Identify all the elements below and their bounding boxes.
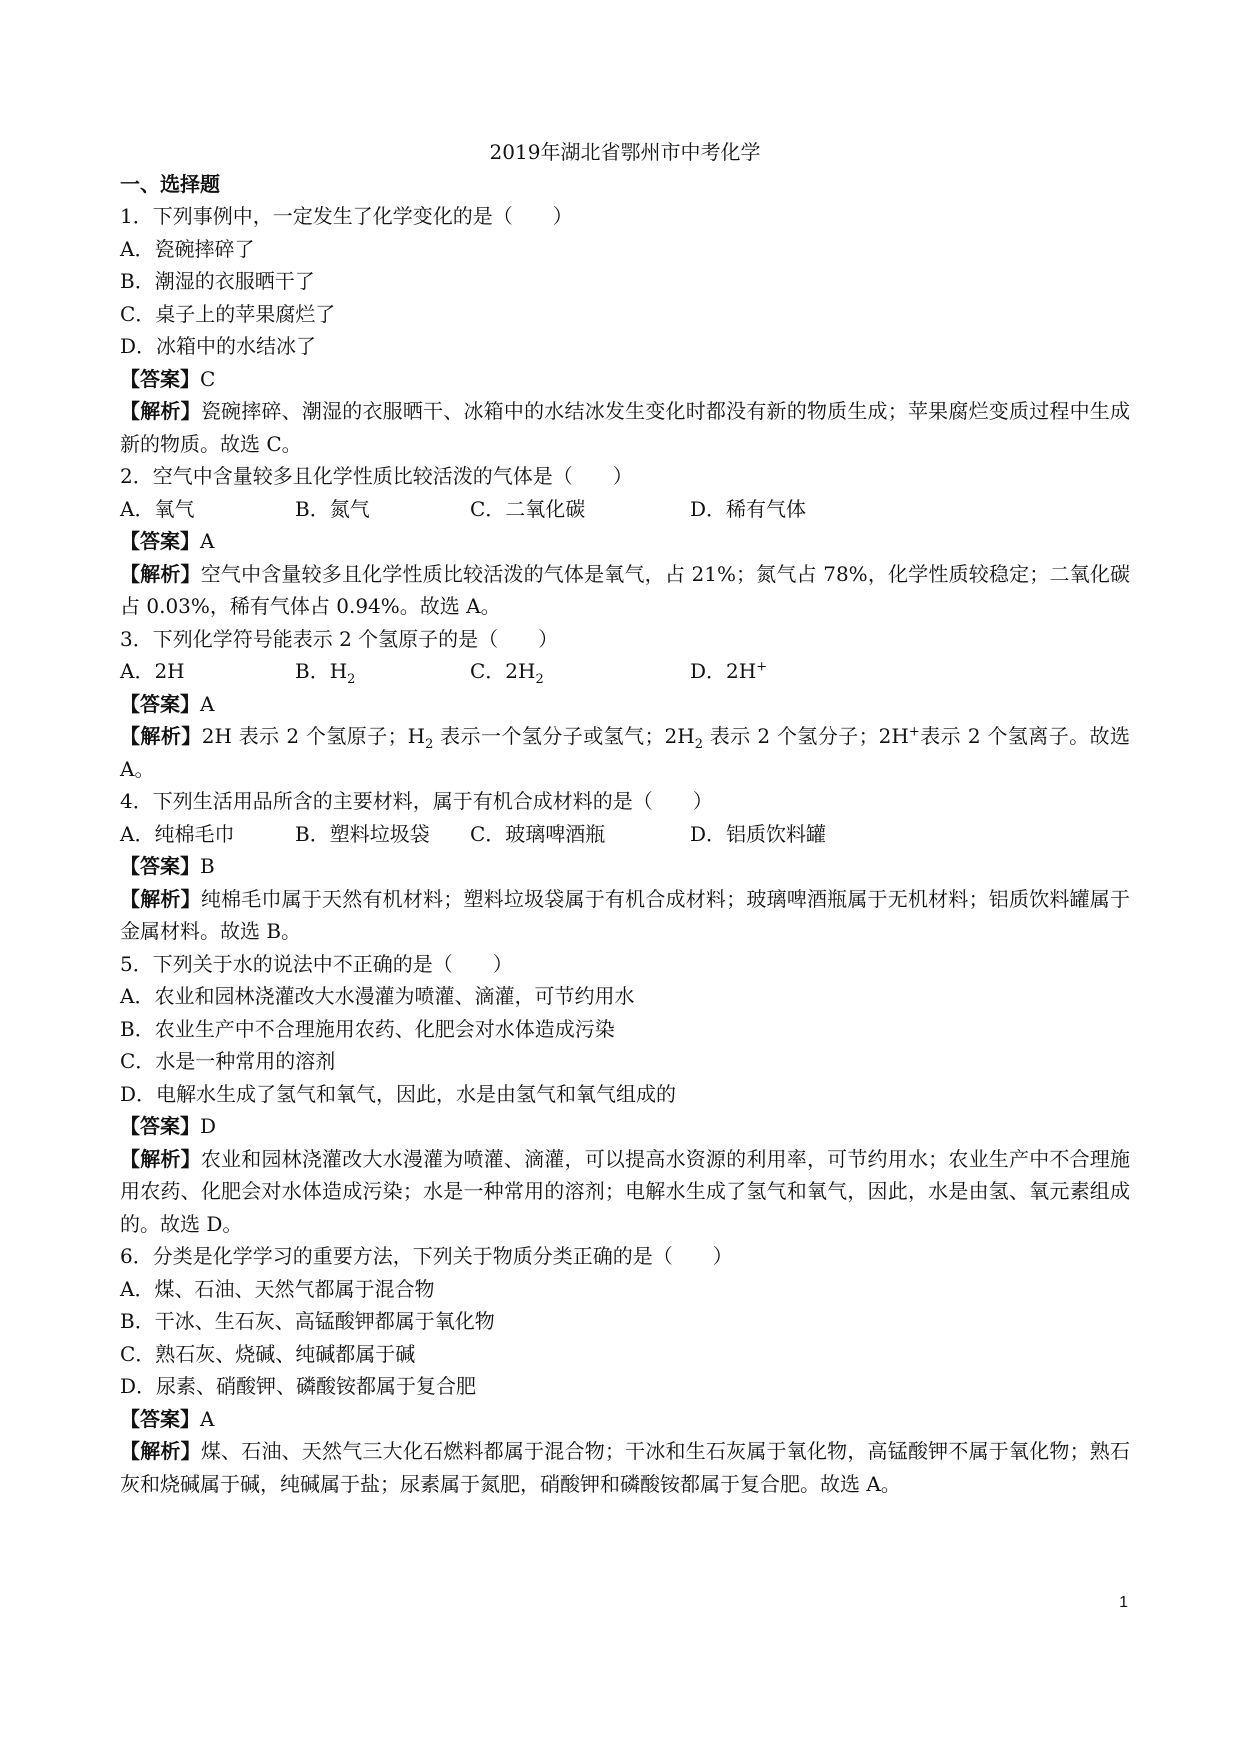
option-c: C．水是一种常用的溶剂 [120, 1049, 336, 1073]
answer-label: 【答案】 [120, 366, 200, 391]
analysis-text-2: 表示一个氢分子或氢气；2H [433, 724, 695, 748]
question-stem: 4．下列生活用品所含的主要材料，属于有机合成材料的是（ ） [120, 789, 713, 813]
option-c: C．二氧化碳 [470, 496, 586, 521]
section-heading: 一、选择题 [120, 172, 220, 196]
option-c: C．熟石灰、烧碱、纯碱都属于碱 [120, 1341, 416, 1366]
options-row [120, 818, 1130, 851]
answer-value: A [200, 691, 215, 716]
option-d: D．铝质饮料罐 [690, 821, 827, 846]
option-c-text: C．2H [470, 659, 536, 683]
analysis-label: 【解析】 [120, 724, 202, 748]
question-stem: 2．空气中含量较多且化学性质比较活泼的气体是（ ） [120, 464, 633, 488]
question-3 [120, 623, 1130, 786]
answer-label: 【答案】 [120, 529, 200, 553]
option-c [470, 655, 690, 688]
option-a: A．纯棉毛巾 [120, 821, 235, 846]
answer-label: 【答案】 [120, 854, 200, 878]
answer-value: C [200, 366, 216, 391]
answer-value: B [200, 854, 215, 878]
analysis-label: 【解析】 [120, 1439, 201, 1463]
analysis-label: 【解析】 [120, 561, 201, 586]
answer-label: 【答案】 [120, 1114, 200, 1138]
answer-value: A [200, 1406, 215, 1431]
question-6 [120, 1240, 1130, 1500]
question-stem: 3．下列化学符号能表示 2 个氢原子的是（ ） [120, 626, 559, 651]
analysis [120, 558, 1130, 623]
question-stem: 6．分类是化学学习的重要方法，下列关于物质分类正确的是（ ） [120, 1244, 733, 1268]
answer-value: D [200, 1114, 217, 1138]
analysis-text: 纯棉毛巾属于天然有机材料；塑料垃圾袋属于有机合成材料；玻璃啤酒瓶属于无机材料；铝质饮料罐属于金属材料。故选 B。 [120, 886, 1131, 943]
option-d: D．稀有气体 [690, 496, 807, 521]
option-b: B．潮湿的衣服晒干了 [120, 269, 315, 293]
page-number: 1 [1119, 1594, 1128, 1611]
answer [120, 688, 1130, 721]
analysis-text-4: 表示 2 个氢离子。故选 A。 [120, 724, 1130, 781]
analysis-label: 【解析】 [120, 886, 201, 911]
document-content [120, 136, 1130, 1500]
analysis [120, 1435, 1130, 1500]
option-c: C．桌子上的苹果腐烂了 [120, 301, 336, 326]
analysis [120, 1143, 1130, 1241]
document-title: 2019年湖北省鄂州市中考化学 [489, 140, 761, 164]
subscript: 2 [347, 672, 356, 687]
option-a: A．瓷碗摔碎了 [120, 236, 255, 261]
option-a: A．农业和园林浇灌改大水漫灌为喷灌、滴灌，可节约用水 [120, 984, 635, 1008]
analysis-text: 空气中含量较多且化学性质比较活泼的气体是氧气，占 21%；氮气占 78%，化学性质较稳定；二氧化碳占 0.03%，稀有气体占 0.94%。故选 A。 [120, 561, 1131, 618]
option-d: D．尿素、硝酸钾、磷酸铵都属于复合肥 [120, 1374, 477, 1398]
option-b: B．氮气 [295, 496, 370, 521]
option-d: D．电解水生成了氢气和氧气，因此，水是由氢气和氧气组成的 [120, 1081, 677, 1106]
superscript: + [756, 659, 768, 675]
subscript: 2 [694, 737, 703, 752]
option-d-text: D．2H [690, 659, 757, 683]
option-b [295, 655, 470, 688]
option-b: B．塑料垃圾袋 [295, 821, 430, 846]
options-row [120, 493, 1130, 526]
subscript: 2 [425, 737, 434, 752]
answer [120, 850, 1130, 883]
question-stem: 5．下列关于水的说法中不正确的是（ ） [120, 951, 513, 976]
answer [120, 363, 1130, 396]
option-d [690, 655, 767, 688]
option-a: A．氧气 [120, 496, 195, 521]
answer-label: 【答案】 [120, 691, 200, 716]
option-b: B．干冰、生石灰、高锰酸钾都属于氧化物 [120, 1309, 495, 1333]
analysis-text: 煤、石油、天然气三大化石燃料都属于混合物；干冰和生石灰属于氧化物，高锰酸钾不属于氧化物；熟石灰和烧碱属于碱，纯碱属于盐；尿素属于氮肥，硝酸钾和磷酸铵都属于复合肥。故选 A。 [120, 1439, 1131, 1496]
analysis-label: 【解析】 [120, 1146, 201, 1171]
answer [120, 1110, 1130, 1143]
question-1 [120, 200, 1130, 460]
answer [120, 525, 1130, 558]
option-a: A．2H [120, 659, 185, 683]
analysis [120, 883, 1130, 948]
answer-label: 【答案】 [120, 1406, 200, 1431]
option-a: A．煤、石油、天然气都属于混合物 [120, 1276, 435, 1301]
question-5 [120, 948, 1130, 1241]
analysis [120, 395, 1130, 460]
subscript: 2 [535, 672, 544, 687]
analysis-label: 【解析】 [120, 399, 201, 423]
option-b-text: B．H [295, 659, 348, 683]
answer [120, 1403, 1130, 1436]
analysis-text: 瓷碗摔碎、潮湿的衣服晒干、冰箱中的水结冰发生变化时都没有新的物质生成；苹果腐烂变质过程中生成新的物质。故选 C。 [120, 399, 1131, 456]
answer-value: A [200, 529, 215, 553]
question-stem: 1．下列事例中，一定发生了化学变化的是（ ） [120, 204, 573, 228]
question-2 [120, 460, 1130, 623]
analysis-text-3: 表示 2 个氢分子；2H [702, 724, 909, 748]
options-row [120, 655, 1130, 688]
analysis [120, 720, 1130, 785]
analysis-text: 农业和园林浇灌改大水漫灌为喷灌、滴灌，可以提高水资源的利用率，可节约用水；农业生产中不合理施用农药、化肥会对水体造成污染；水是一种常用的溶剂；电解水生成了氢气和氧气，因此，水是由氢、氧元素组成的。故选 D。 [120, 1146, 1131, 1236]
option-b: B．农业生产中不合理施用农药、化肥会对水体造成污染 [120, 1016, 615, 1041]
analysis-text-1: 2H 表示 2 个氢原子；H [201, 724, 426, 748]
option-c: C．玻璃啤酒瓶 [470, 821, 606, 846]
option-d: D．冰箱中的水结冰了 [120, 334, 317, 358]
question-4 [120, 785, 1130, 948]
superscript: + [908, 724, 920, 740]
